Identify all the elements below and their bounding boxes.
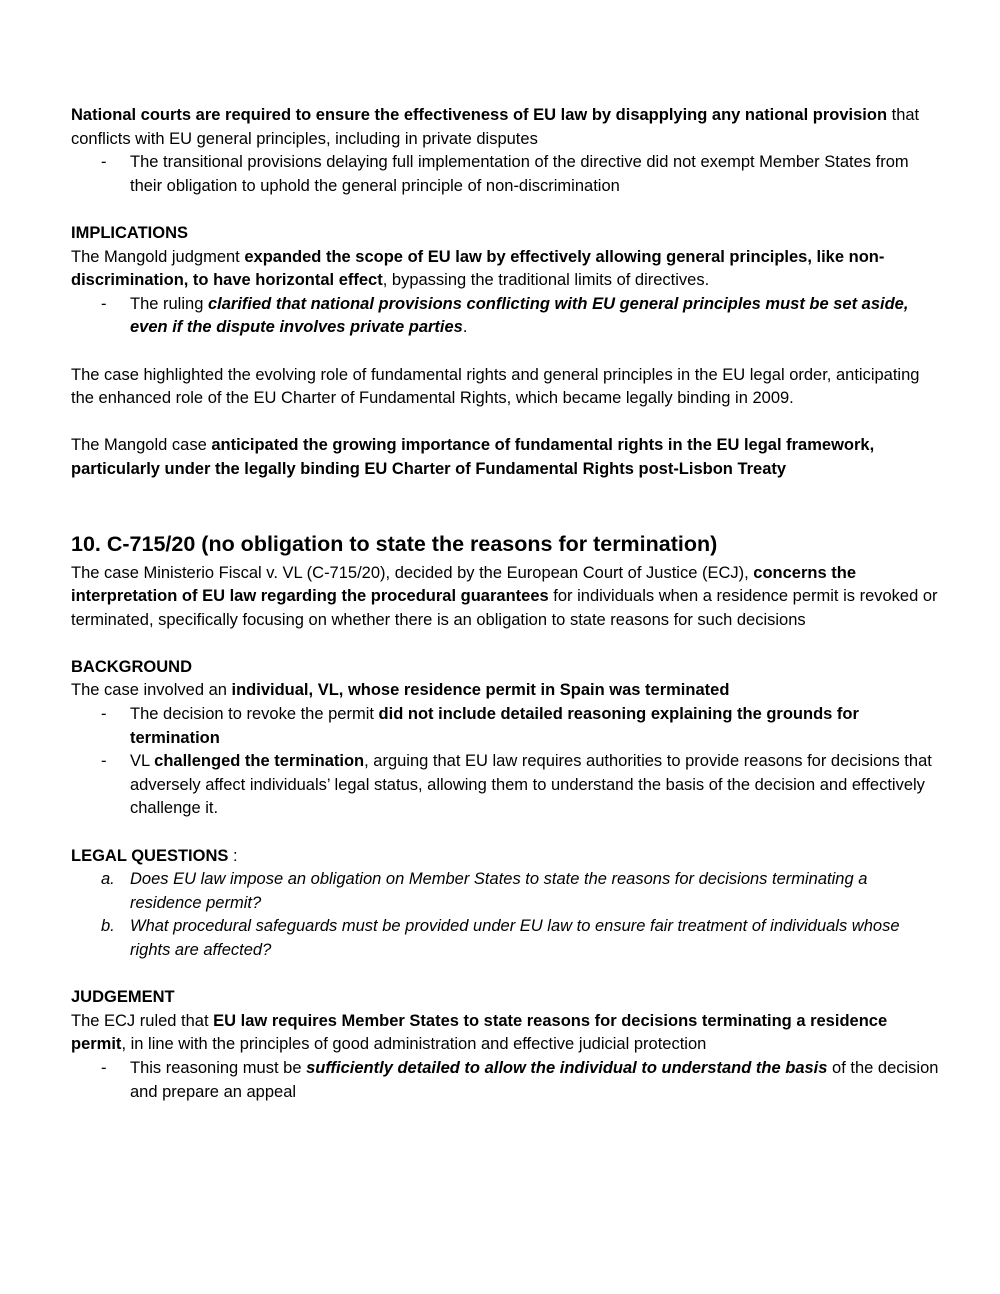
list-marker: b. <box>101 917 115 936</box>
list-item <box>71 915 941 962</box>
question-list <box>71 868 941 962</box>
document-page <box>71 104 941 1104</box>
text: VL <box>130 752 155 771</box>
bold-text: did not include detailed reasoning explaining the grounds for termination <box>130 705 859 747</box>
text: The case Ministerio Fiscal v. VL (C-715/20), decided by the European Court of Justice (ECJ), <box>71 563 754 582</box>
paragraph-mangold-case <box>71 434 941 481</box>
bold-text: expanded the scope of EU law by effectively allowing general principles, like non-discrimination, to have horizontal effect <box>71 247 885 290</box>
text: , arguing that EU law requires authorities to provide reasons for decisions that adversely affect individuals’ legal status, allowing them to understand the basis of the decision and effectively challenge it. <box>130 752 932 818</box>
text: The Mangold judgment <box>71 247 245 266</box>
dash-marker: - <box>101 153 107 172</box>
dash-marker: - <box>101 705 107 724</box>
dash-marker: - <box>101 752 107 771</box>
list-item <box>71 750 941 821</box>
text: that conflicts with EU general principles, including in private disputes <box>71 106 920 148</box>
text: The ECJ ruled that <box>71 1011 214 1030</box>
question-text: What procedural safeguards must be provided under EU law to ensure fair treatment of individuals whose rights are affected? <box>130 917 900 959</box>
paragraph-case-intro <box>71 562 941 633</box>
text: of the decision and prepare an appeal <box>130 1058 939 1101</box>
paragraph-fundamental-rights: The case highlighted the evolving role of fundamental rights and general principles in the EU legal order, anticipating the enhanced role of the EU Charter of Fundamental Rights, which became legally binding in 2009. <box>71 365 920 408</box>
list-item <box>71 868 941 915</box>
dash-marker: - <box>101 1058 107 1077</box>
bold-text: EU law requires Member States to state reasons for decisions terminating a residence permit <box>71 1011 888 1054</box>
text: The Mangold case <box>71 436 212 455</box>
text: The transitional provisions delaying full implementation of the directive did not exempt Member States from their obligation to uphold the general principle of non-discrimination <box>130 153 909 195</box>
bullet-list <box>71 703 941 821</box>
heading-legal-questions <box>71 845 941 869</box>
bullet-list <box>71 151 941 198</box>
paragraph-national-courts <box>71 104 941 151</box>
heading-implications: IMPLICATIONS <box>71 223 189 242</box>
bold-text: concerns the interpretation of EU law regarding the procedural guarantees <box>71 563 856 606</box>
paragraph-mangold-judgment <box>71 246 941 293</box>
bullet-list <box>71 293 941 340</box>
question-text: Does EU law impose an obligation on Member States to state the reasons for decisions terminating a residence permit? <box>130 870 868 912</box>
text: The decision to revoke the permit <box>130 705 379 724</box>
list-item <box>71 703 941 750</box>
text: . <box>462 318 468 337</box>
list-marker: a. <box>101 870 115 889</box>
section-heading: 10. C-715/20 (no obligation to state the reasons for termination) <box>71 531 718 556</box>
bold-italic-text: sufficiently detailed to allow the individual to understand the basis <box>306 1058 828 1077</box>
bold-text: LEGAL QUESTIONS <box>71 846 229 865</box>
list-item <box>71 293 941 340</box>
text: , in line with the principles of good administration and effective judicial protection <box>121 1035 707 1054</box>
bold-text: anticipated the growing importance of fundamental rights in the EU legal framework, particularly under the legally binding EU Charter of Fundamental Rights post-Lisbon Treaty <box>71 436 875 478</box>
text: This reasoning must be <box>130 1058 307 1077</box>
list-item <box>71 1057 941 1104</box>
text: The case involved an <box>71 681 232 700</box>
bold-text: individual, VL, whose residence permit in Spain was terminated <box>231 681 730 700</box>
paragraph-judgement <box>71 1010 941 1057</box>
bold-text: challenged the termination <box>154 752 365 771</box>
dash-marker: - <box>101 294 107 313</box>
heading-background: BACKGROUND <box>71 657 192 676</box>
bold-italic-text: clarified that national provisions conflicting with EU general principles must be set aside, even if the dispute involves private parties <box>130 294 909 337</box>
text: for individuals when a residence permit is revoked or terminated, specifically focusing on whether there is an obligation to state reasons for such decisions <box>71 587 938 629</box>
text: : <box>228 846 238 865</box>
heading-judgement: JUDGEMENT <box>71 988 175 1007</box>
list-item <box>71 151 941 198</box>
text: The ruling <box>130 294 208 313</box>
text: , bypassing the traditional limits of directives. <box>382 271 710 290</box>
bullet-list <box>71 1057 941 1104</box>
bold-text: National courts are required to ensure the effectiveness of EU law by disapplying any national provision <box>71 106 888 124</box>
paragraph-background <box>71 679 941 703</box>
